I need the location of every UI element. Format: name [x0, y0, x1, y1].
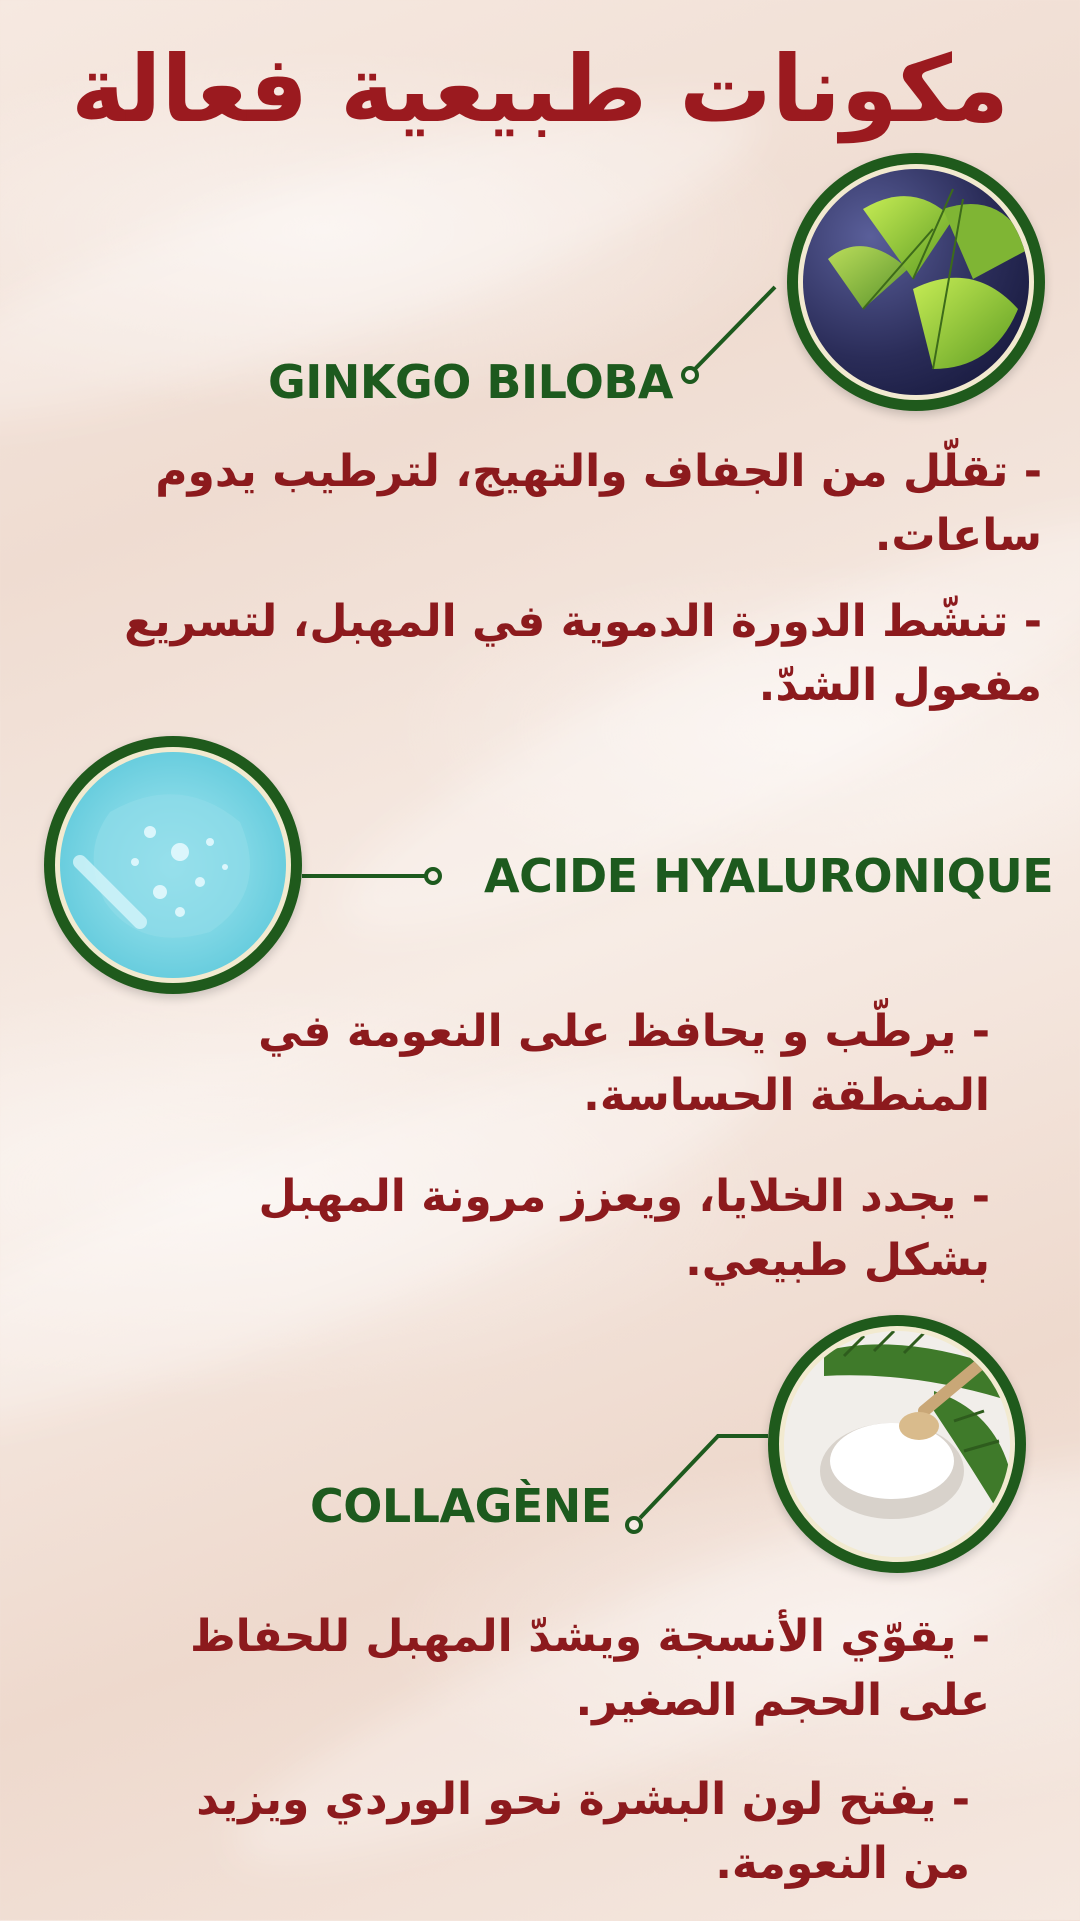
benefit-hyaluronic-2: - يجدد الخلايا، ويعزز مرونة المهبل بشكل طبيعي.: [258, 1171, 990, 1286]
benefit-collagen-1: - يقوّي الأنسجة ويشدّ المهبل للحفاظ على الحجم الصغير.: [189, 1611, 990, 1726]
ingredient-name-collagen: COLLAGÈNE: [310, 1479, 612, 1533]
hyaluronic-gel-image: [60, 752, 286, 978]
ginkgo-image-frame: [787, 153, 1045, 411]
benefit-hyaluronic-1: - يرطّب و يحافظ على النعومة في المنطقة الحساسة.: [258, 1006, 990, 1121]
collagen-powder-image: [784, 1331, 1010, 1557]
ginkgo-connector-dot: [683, 368, 697, 382]
collagen-connector-line: [640, 1436, 768, 1518]
benefit-ginkgo-1: - تقلّل من الجفاف والتهيج، لترطيب يدوم ساعات.: [155, 446, 1042, 561]
ingredient-name-hyaluronic: ACIDE HYALURONIQUE: [484, 849, 1054, 903]
benefit-collagen-2: - يفتح لون البشرة نحو الوردي ويزيد من النعومة.: [196, 1774, 970, 1889]
ingredient-name-ginkgo: GINKGO BILOBA: [268, 355, 674, 409]
hyaluronic-image-frame: [44, 736, 302, 994]
ginkgo-leaves-image: [803, 169, 1029, 395]
benefit-ginkgo-2: - تنشّط الدورة الدموية في المهبل، لتسريع مفعول الشدّ.: [124, 596, 1042, 711]
collagen-connector-dot: [627, 1518, 641, 1532]
ginkgo-connector-line: [692, 287, 775, 372]
collagen-image-frame: [768, 1315, 1026, 1573]
page-title: مكونات طبيعية فعالة: [71, 36, 1009, 143]
